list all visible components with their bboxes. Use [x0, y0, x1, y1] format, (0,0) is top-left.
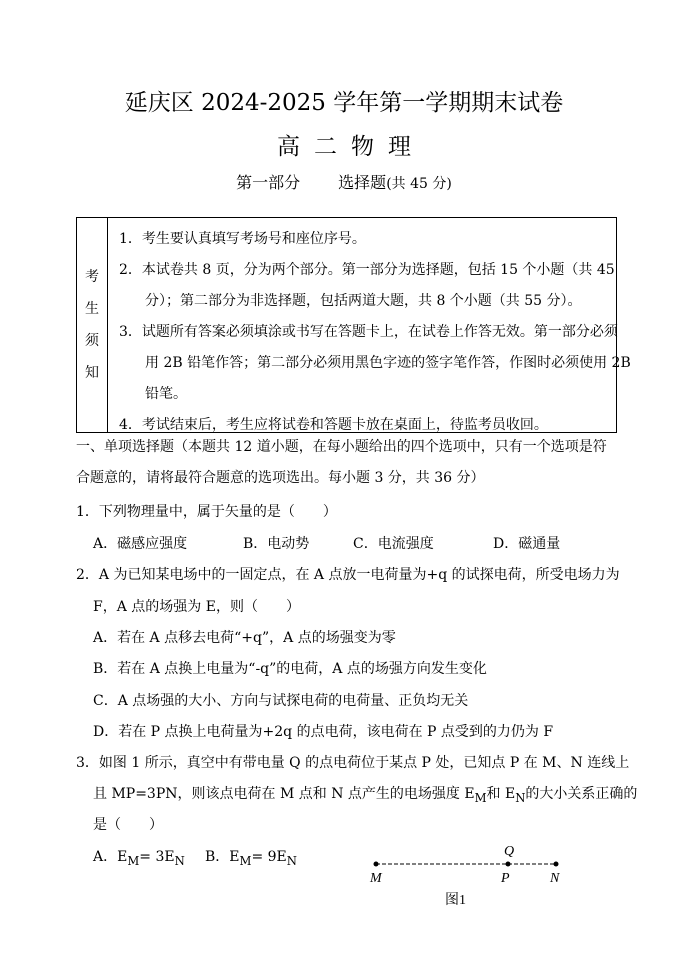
q2-option-b: B．若在 A 点换上电量为“-q”的电荷，A 点的场强方向发生变化 — [93, 661, 487, 677]
exam-subject: 高二物理 — [277, 134, 425, 160]
point-p-dot — [506, 862, 511, 867]
notice-line: 1．考生要认真填写考场号和座位序号。 — [119, 231, 366, 247]
q2-option-c: C．A 点场强的大小、方向与试探电荷的电荷量、正负均无关 — [93, 693, 469, 709]
notice-label-char: 生 — [85, 301, 99, 317]
q3-sub-n: N — [286, 853, 297, 868]
q3-option-b-text: = 9E — [251, 849, 287, 865]
point-n-dot — [554, 862, 559, 867]
q3-sub-m: M — [239, 853, 252, 868]
q3-option-a-text: = 3E — [139, 849, 175, 865]
q1-stem: 1．下列物理量中，属于矢量的是（ ） — [76, 504, 337, 520]
figure-1-diagram — [360, 838, 580, 910]
part-title: 第一部分 — [236, 173, 301, 192]
q2-option-a: A．若在 A 点移去电荷“+q”，A 点的场强变为零 — [93, 630, 396, 646]
part-subtitle: 选择题 — [338, 173, 387, 192]
figure-caption: 图1 — [445, 893, 466, 908]
part-heading — [0, 170, 688, 193]
notice-line: 分）；第二部分为非选择题，包括两道大题，共 8 个小题（共 55 分）。 — [145, 293, 582, 309]
point-m-dot — [374, 862, 379, 867]
notice-body — [119, 224, 631, 441]
q2-stem-line2: F，A 点的场强为 E，则（ ） — [93, 599, 300, 615]
q3-stem-line2 — [93, 783, 637, 805]
q2-option-d: D．若在 P 点换上电荷量为+2q 的点电荷，该电荷在 P 点受到的力仍为 F — [93, 724, 554, 740]
q3-line2-text: 且 MP=3PN，则该点电荷在 M 点和 N 点产生的电场强度 E — [93, 786, 475, 802]
q3-sub-m: M — [474, 790, 487, 805]
label-p: P — [501, 871, 510, 886]
q1-option-c: C．电流强度 — [353, 536, 434, 552]
notice-label-char: 考 — [85, 269, 99, 285]
notice-label — [77, 218, 108, 432]
notice-label-char: 须 — [85, 333, 99, 349]
q1-option-d: D．磁通量 — [493, 536, 561, 552]
notice-line: 用 2B 铅笔作答；第二部分必须用黑色字迹的签字笔作答，作图时必须使用 2B — [145, 355, 631, 371]
label-n: N — [550, 871, 560, 886]
notice-line: 2．本试卷共 8 页，分为两个部分。第一部分为选择题，包括 15 个小题（共 45 — [119, 262, 615, 278]
label-q: Q — [504, 844, 515, 859]
notice-label-char: 知 — [85, 365, 99, 381]
section1-instructions-line2: 合题意的，请将最符合题意的选项选出。每小题 3 分，共 36 分） — [76, 470, 485, 486]
label-m: M — [370, 871, 382, 886]
q3-stem-line1: 3．如图 1 所示，真空中有带电量 Q 的点电荷位于某点 P 处，已知点 P 在 M、N 连线上 — [76, 755, 630, 771]
q1-option-b: B．电动势 — [243, 536, 310, 552]
q3-sub-n: N — [174, 853, 185, 868]
q3-option-b-text: B．E — [205, 849, 240, 865]
q3-option-a-text: A．E — [93, 849, 128, 865]
exam-notice-box — [76, 217, 631, 433]
q2-stem-line1: 2．A 为已知某电场中的一固定点，在 A 点放一电荷量为+q 的试探电荷，所受电场力为 — [76, 567, 620, 583]
q3-option-a — [93, 846, 185, 868]
section1-instructions-line1: 一、单项选择题（本题共 12 道小题，在每小题给出的四个选项中，只有一个选项是符 — [76, 439, 607, 455]
q3-line2-text: 和 E — [486, 786, 516, 802]
exam-title: 延庆区 2024-2025 学年第一学期期末试卷 — [124, 90, 564, 116]
q3-option-b — [205, 846, 297, 868]
q3-line2-text: 的大小关系正确的 — [525, 786, 638, 802]
part-score: (共 45 分) — [386, 176, 452, 192]
q3-sub-m: M — [127, 853, 140, 868]
q1-option-a: A．磁感应强度 — [93, 536, 188, 552]
notice-line: 铅笔。 — [145, 386, 187, 402]
notice-line: 3．试题所有答案必须填涂或书写在答题卡上，在试卷上作答无效。第一部分必须 — [119, 324, 618, 340]
q3-sub-n: N — [515, 790, 526, 805]
notice-line: 4．考试结束后，考生应将试卷和答题卡放在桌面上，待监考员收回。 — [119, 417, 548, 433]
q3-stem-line3: 是（ ） — [93, 817, 163, 833]
